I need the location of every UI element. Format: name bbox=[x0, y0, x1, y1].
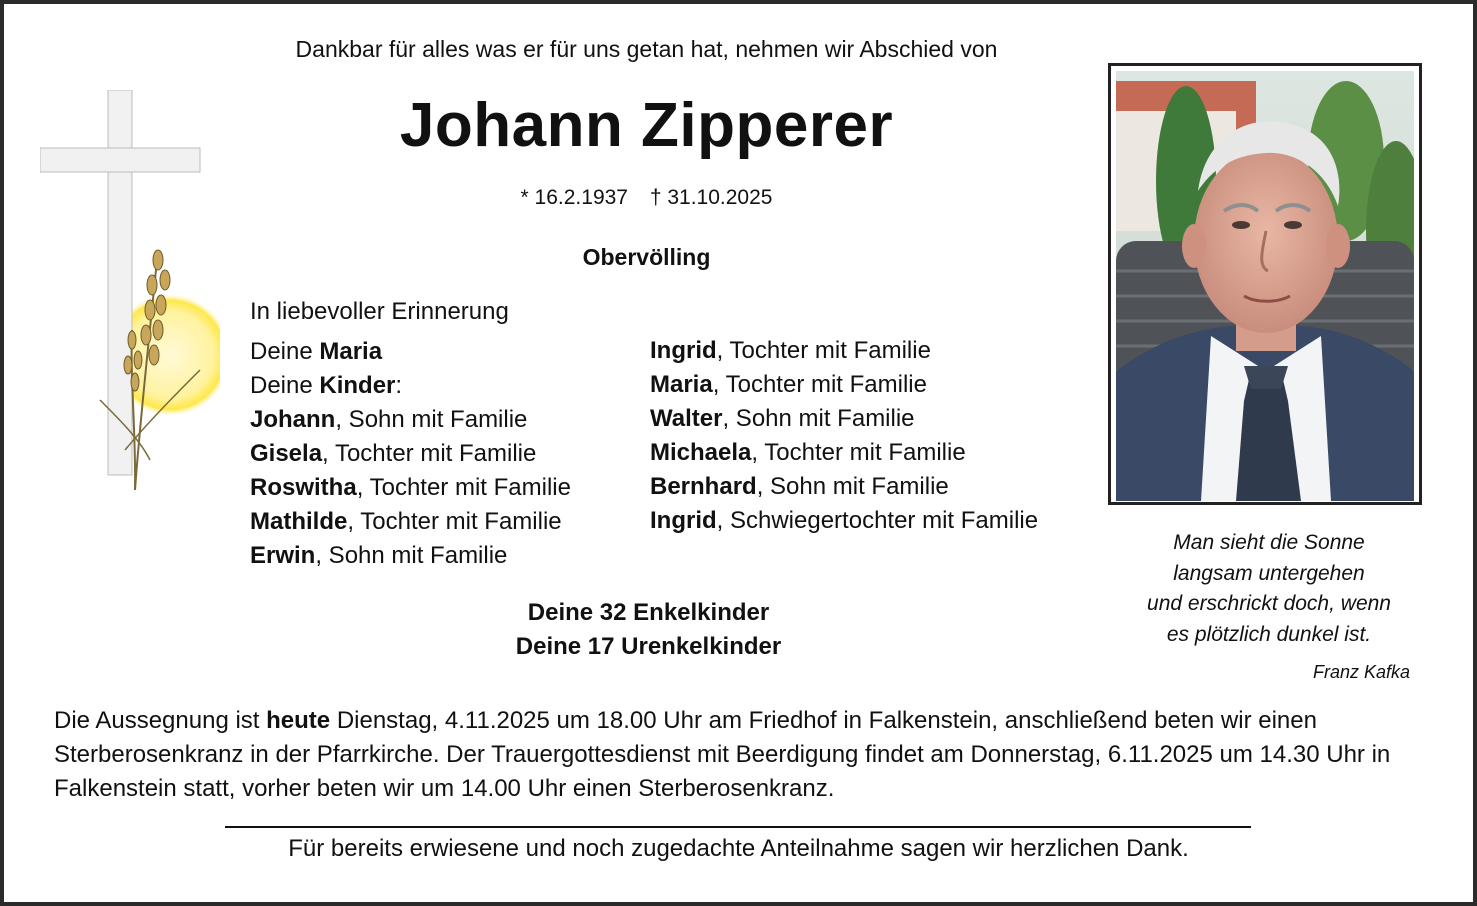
mourners-left-column bbox=[250, 335, 571, 573]
mourner-line: Deine Maria bbox=[250, 338, 383, 365]
quote-line: Man sieht die Sonne bbox=[1173, 531, 1365, 554]
mourner-line: Ingrid, Schwiegertochter mit Familie bbox=[650, 507, 1039, 534]
quote-line: und erschrickt doch, wenn bbox=[1147, 592, 1391, 615]
mourner-line: Michaela, Tochter mit Familie bbox=[650, 439, 966, 466]
mourner-line: Erwin, Sohn mit Familie bbox=[250, 542, 508, 569]
death-date: † 31.10.2025 bbox=[649, 186, 773, 209]
intro-text: Dankbar für alles was er für uns getan hat, nehmen wir Abschied von bbox=[295, 36, 998, 62]
mourners-right-column bbox=[650, 334, 1038, 538]
service-announcement: Die Aussegnung ist heute Dienstag, 4.11.2025 um 18.00 Uhr am Friedhof in Falkenstein, anschließend beten wir einen Sterberosenkranz in der Pfarrkirche. Der Trauergottesdienst mit Beerdigung findet am Donnerstag, 6.11.2025 um 14.30 Uhr in Falkenstein statt, vorher beten wir um 14.00 Uhr einen Sterberosenkranz. bbox=[54, 707, 1391, 802]
mourner-line: Bernhard, Sohn mit Familie bbox=[650, 473, 949, 500]
mourner-line: Maria, Tochter mit Familie bbox=[650, 371, 927, 398]
grandchildren-line: Deine 32 Enkelkinder bbox=[527, 599, 770, 626]
hometown: Obervölling bbox=[582, 244, 711, 270]
birth-date: * 16.2.1937 bbox=[520, 186, 628, 209]
mourner-line: Gisela, Tochter mit Familie bbox=[250, 440, 537, 467]
quote-line: langsam untergehen bbox=[1173, 561, 1365, 585]
thanks-text: Für bereits erwiesene und noch zugedachte Anteilnahme sagen wir herzlichen Dank. bbox=[288, 835, 1189, 862]
grandchildren-block bbox=[0, 596, 1297, 664]
memory-intro: In liebevoller Erinnerung bbox=[250, 298, 509, 325]
deceased-name: Johann Zipperer bbox=[399, 91, 894, 160]
mourner-line: Johann, Sohn mit Familie bbox=[250, 406, 528, 433]
great-grandchildren-line: Deine 17 Urenkelkinder bbox=[515, 633, 782, 660]
mourner-line: Ingrid, Tochter mit Familie bbox=[650, 337, 931, 364]
mourner-line: Roswitha, Tochter mit Familie bbox=[250, 474, 571, 501]
service-emphasis: heute bbox=[266, 707, 331, 734]
quote bbox=[1108, 528, 1430, 650]
mourner-line: Walter, Sohn mit Familie bbox=[650, 405, 915, 432]
quote-line: es plötzlich dunkel ist. bbox=[1166, 622, 1372, 646]
divider bbox=[225, 826, 1251, 828]
life-dates bbox=[0, 186, 1293, 210]
mourner-line: Mathilde, Tochter mit Familie bbox=[250, 508, 562, 535]
mourner-line: Deine Kinder: bbox=[250, 372, 403, 399]
portrait-photo bbox=[1108, 63, 1422, 505]
quote-author: Franz Kafka bbox=[1312, 662, 1410, 682]
